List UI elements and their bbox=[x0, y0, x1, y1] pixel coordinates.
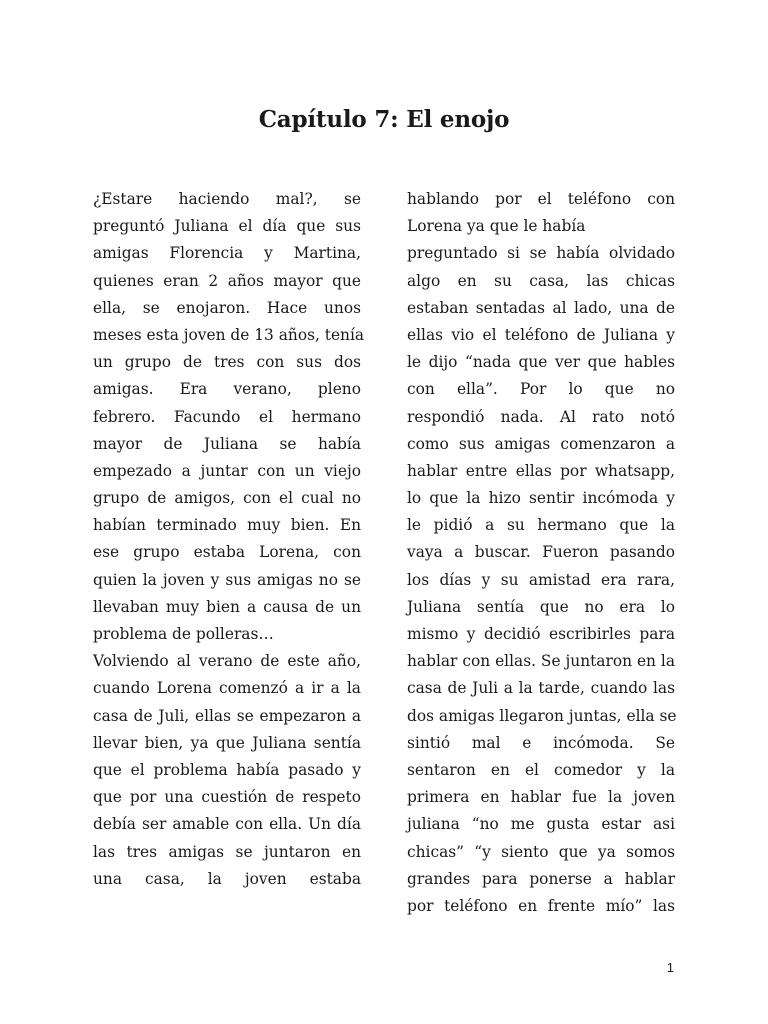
text-line: habían terminado muy bien. En bbox=[93, 516, 361, 535]
text-line: sentaron en el comedor y la bbox=[407, 760, 675, 779]
text-line: un grupo de tres con sus dos bbox=[93, 353, 361, 372]
text-line: le dijo “nada que ver que hables bbox=[407, 353, 675, 372]
text-line: ella, se enojaron. Hace unos bbox=[93, 298, 361, 317]
text-line: quien la joven y sus amigas no se bbox=[93, 570, 361, 589]
text-line: por teléfono en frente mío” las bbox=[407, 896, 675, 915]
page-number: 1 bbox=[666, 960, 674, 975]
text-line: vaya a buscar. Fueron pasando bbox=[407, 543, 675, 562]
text-line: que por una cuestión de respeto bbox=[93, 788, 361, 807]
text-line: meses esta joven de 13 años, tenía bbox=[93, 325, 365, 344]
text-line: una casa, la joven estaba bbox=[93, 869, 361, 888]
text-line: Volviendo al verano de este año, bbox=[93, 652, 361, 671]
text-line: amigas. Era verano, pleno bbox=[93, 380, 361, 399]
text-line: los días y su amistad era rara, bbox=[407, 570, 675, 589]
text-line: mismo y decidió escribirles para bbox=[407, 625, 675, 643]
text-line: ese grupo estaba Lorena, con bbox=[93, 543, 361, 562]
right-text-column bbox=[407, 186, 675, 920]
chapter-title: Capítulo 7: El enojo bbox=[258, 106, 510, 133]
text-line: con ella”. Por lo que no bbox=[407, 380, 675, 399]
text-line: cuando Lorena comenzó a ir a la bbox=[93, 679, 361, 698]
text-line: las tres amigas se juntaron en bbox=[93, 842, 361, 861]
text-line: le pidió a su hermano que la bbox=[407, 516, 675, 535]
text-line: debía ser amable con ella. Un día bbox=[93, 815, 361, 834]
text-line: sintió mal e incómoda. Se bbox=[407, 733, 675, 752]
text-line: lo que la hizo sentir incómoda y bbox=[407, 489, 675, 508]
text-line: juliana “no me gusta estar asi bbox=[407, 815, 675, 834]
text-line: llevaban muy bien a causa de un bbox=[93, 597, 361, 616]
text-line: estaban sentadas al lado, una de bbox=[407, 298, 675, 317]
text-line: como sus amigas comenzaron a bbox=[407, 434, 675, 453]
text-line: algo en su casa, las chicas bbox=[407, 271, 675, 290]
text-line: preguntó Juliana el día que sus bbox=[93, 217, 361, 236]
text-line: ¿Estare haciendo mal?, se bbox=[93, 190, 361, 208]
text-line: amigas Florencia y Martina, bbox=[93, 244, 361, 263]
text-line: chicas” “y siento que ya somos bbox=[407, 842, 675, 861]
text-line: hablar con ellas. Se juntaron en la bbox=[407, 652, 675, 671]
text-line: preguntado si se había olvidado bbox=[407, 244, 675, 263]
text-line: casa de Juli a la tarde, cuando las bbox=[407, 679, 675, 698]
text-line: Juliana sentía que no era lo bbox=[407, 597, 675, 616]
text-line: mayor de Juliana se había bbox=[93, 434, 361, 453]
text-line: hablando por el teléfono con bbox=[407, 190, 675, 208]
text-line: respondió nada. Al rato notó bbox=[407, 407, 675, 426]
text-line: empezado a juntar con un viejo bbox=[93, 461, 361, 480]
text-line: Lorena ya que le había bbox=[407, 217, 586, 236]
text-line: primera en hablar fue la joven bbox=[407, 788, 675, 807]
text-line: problema de polleras… bbox=[93, 625, 274, 643]
text-line: febrero. Facundo el hermano bbox=[93, 407, 361, 426]
text-line: hablar entre ellas por whatsapp, bbox=[407, 461, 675, 480]
text-line: casa de Juli, ellas se empezaron a bbox=[93, 706, 361, 725]
text-line: quienes eran 2 años mayor que bbox=[93, 271, 361, 290]
left-text-column bbox=[93, 186, 365, 893]
text-line: grupo de amigos, con el cual no bbox=[93, 489, 361, 508]
text-line: llevar bien, ya que Juliana sentía bbox=[93, 733, 361, 752]
text-line: dos amigas llegaron juntas, ella se bbox=[407, 706, 677, 725]
text-line: grandes para ponerse a hablar bbox=[407, 869, 675, 888]
text-line: ellas vio el teléfono de Juliana y bbox=[407, 325, 675, 344]
text-line: que el problema había pasado y bbox=[93, 760, 361, 779]
